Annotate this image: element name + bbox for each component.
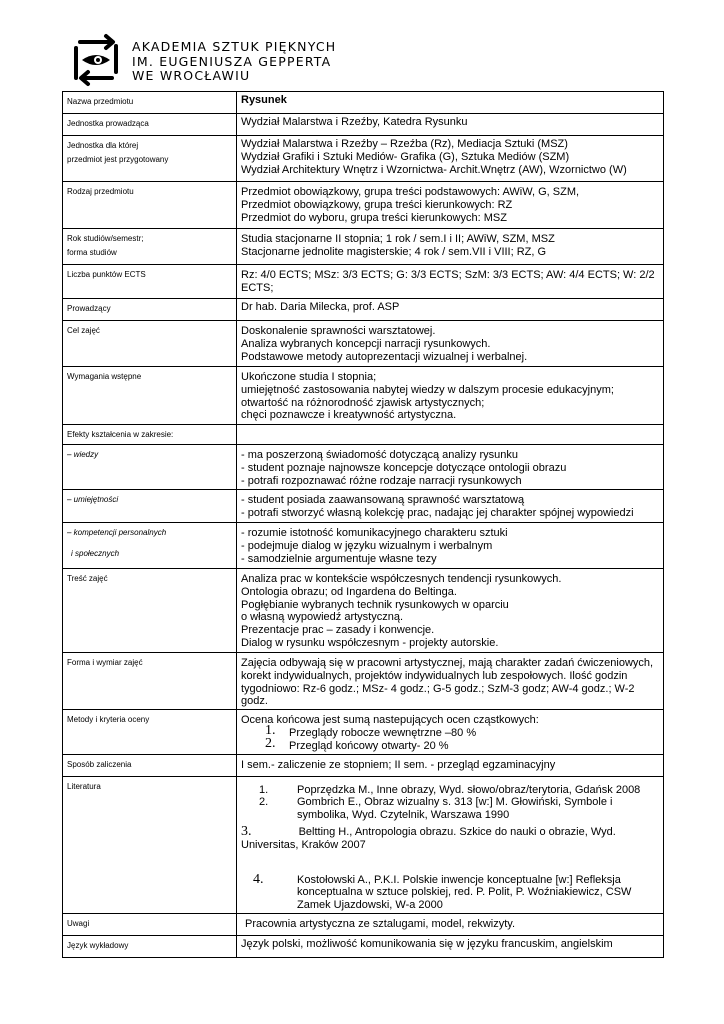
label-literatura: Literatura	[63, 776, 237, 913]
text-line: Przedmiot obowiązkowy, grupa treści podstawowych: AWiW, G, SZM,	[241, 186, 580, 198]
row-umiejetnosci	[63, 490, 664, 523]
value-ects	[237, 265, 664, 299]
text-line: otwartość na różnorodność zjawisk artystycznych;	[241, 396, 485, 409]
list-number: 2.	[259, 796, 269, 809]
text-line: Ukończone studia I stopnia;	[241, 371, 377, 383]
label-jezyk: Język wykładowy	[63, 935, 237, 957]
value-kompetencje	[237, 523, 664, 569]
row-kompetencje	[63, 523, 664, 569]
value-wiedzy	[237, 445, 664, 490]
label-line: – kompetencji personalnych	[67, 528, 167, 537]
list-number: 2.	[265, 735, 276, 751]
label-jednostka: Jednostka prowadząca	[63, 114, 237, 136]
row-sposob	[63, 754, 664, 776]
text-line: - podejmuje dialog w języku wizualnym i werbalnym	[241, 539, 493, 552]
text-line: Analiza prac w kontekście współczesnych tendencji rysunkowych.	[241, 573, 562, 585]
text-line: Dialog w rysunku współczesnym - projekty autorskie.	[241, 636, 499, 649]
text-line: chęci poznawcze i kreatywność artystyczna.	[241, 409, 457, 422]
grading-list	[241, 722, 659, 753]
row-jezyk	[63, 935, 664, 957]
text-block: Zajęcia odbywają się w pracowni artystycznej, mają charakter zadań ćwiczeniowych, korekt indywidualnych, projektów indywidualnych lub zespołowych. Ilość godzin tygodniowo: Rz-6 godz.; MSz- 4 godz.; G-5 godz.; SzM-3 godz; AW-4 godz.; W-2 godz.	[241, 657, 654, 708]
label-metody: Metody i kryteria oceny	[63, 710, 237, 754]
label-sposob: Sposób zaliczenia	[63, 754, 237, 776]
text-line: Doskonalenie sprawności warsztatowej.	[241, 325, 436, 337]
list-number: 4.	[253, 871, 264, 887]
row-metody	[63, 710, 664, 754]
text-line: - ma poszerzoną świadomość dotyczącą analizy rysunku	[241, 449, 518, 461]
label-ects: Liczba punktów ECTS	[63, 265, 237, 299]
text-line: Podstawowe metody autoprezentacji wizualnej i werbalnej.	[241, 350, 528, 363]
eye-arrows-logo-icon	[68, 32, 124, 88]
text-line: Prezentacje prac – zasady i konwencje.	[241, 624, 435, 637]
list-text: Gombrich E., Obraz wizualny s. 313 [w:] M. Głowiński, Symbole i symbolika, Wyd. Czytelnik, Warszawa 1990	[297, 796, 613, 822]
label-rodzaj: Rodzaj przedmiotu	[63, 182, 237, 229]
label-prowadzacy: Prowadzący	[63, 299, 237, 321]
value-nazwa: Rysunek	[237, 92, 664, 114]
row-rok	[63, 229, 664, 265]
row-ects	[63, 265, 664, 299]
label-cel: Cel zajęć	[63, 321, 237, 367]
label-wiedzy: – wiedzy	[63, 445, 237, 490]
label-kompetencje	[63, 523, 237, 569]
text-line: umiejętność zastosowania nabytej wiedzy w dalszym procesie edukacyjnym;	[241, 383, 614, 396]
list-item	[241, 722, 659, 740]
label-line: przedmiot jest przygotowany	[67, 155, 169, 164]
label-umiejetnosci: – umiejętności	[63, 490, 237, 523]
value-efekty-empty	[237, 425, 664, 445]
row-literatura	[63, 776, 664, 913]
value-umiejetnosci	[237, 490, 664, 523]
institution-name	[132, 40, 336, 84]
row-wymagania	[63, 367, 664, 425]
list-text: Beltting H., Antropologia obrazu. Szkice do nauki o obrazie, Wyd. Universitas, Kraków 2007	[241, 825, 616, 851]
label-dla-ktorej	[63, 136, 237, 182]
syllabus-table	[62, 91, 664, 958]
value-rodzaj	[237, 182, 664, 229]
label-wymagania: Wymagania wstępne	[63, 367, 237, 425]
text-line: Przedmiot obowiązkowy, grupa treści kierunkowych: RZ	[241, 198, 513, 211]
list-text: Przegląd końcowy otwarty- 20 %	[289, 739, 449, 752]
value-sposob: I sem.- zaliczenie ze stopniem; II sem. - przegląd egzaminacyjny	[237, 754, 664, 776]
label-forma: Forma i wymiar zajęć	[63, 653, 237, 710]
bibliography-item	[241, 784, 659, 797]
label-line: forma studiów	[67, 248, 117, 257]
bibliography-item	[241, 796, 659, 822]
label-rok	[63, 229, 237, 265]
label-efekty: Efekty kształcenia w zakresie:	[63, 425, 237, 445]
text-line: Ocena końcowa jest sumą nastepujących ocen cząstkowych:	[241, 714, 539, 727]
text-line: - student poznaje najnowsze koncepcje dotyczące ontologii obrazu	[241, 461, 567, 474]
text-block: Rz: 4/0 ECTS; MSz: 3/3 ECTS; G: 3/3 ECTS; SzM: 3/3 ECTS; AW: 4/4 ECTS; W: 2/2 ECTS;	[241, 269, 655, 294]
row-rodzaj	[63, 182, 664, 229]
value-rok	[237, 229, 664, 265]
institution-line: IM. EUGENIUSZA GEPPERTA	[132, 53, 332, 69]
row-uwagi	[63, 913, 664, 935]
list-text: Kostołowski A., P.K.I. Polskie inwencje konceptualne [w:] Refleksja konceptualna w sztuce polskiej, red. P. Polit, P. Woźniakiewicz, CSW Zamek Ujazdowski, W-a 2000	[297, 873, 632, 912]
bibliography-item	[241, 871, 659, 912]
text-line: Ontologia obrazu; od Ingardena do Beltinga.	[241, 585, 457, 598]
row-prowadzacy	[63, 299, 664, 321]
list-number: 1.	[259, 783, 269, 796]
row-forma	[63, 653, 664, 710]
value-jezyk: Język polski, możliwość komunikowania się w języku francuskim, angielskim	[237, 935, 664, 957]
value-wymagania	[237, 367, 664, 425]
header	[68, 32, 468, 90]
value-forma	[237, 653, 664, 710]
row-dla-ktorej	[63, 136, 664, 182]
text-line: Stacjonarne jednolite magisterskie; 4 rok / sem.VII i VIII; RZ, G	[241, 245, 547, 258]
label-nazwa: Nazwa przedmiotu	[63, 92, 237, 114]
text-line: Analiza wybranych koncepcji narracji rysunkowych.	[241, 337, 491, 350]
list-number: 3.	[241, 823, 252, 839]
value-cel	[237, 321, 664, 367]
text-line: Wydział Malarstwa i Rzeźby – Rzeźba (Rz), Mediacja Sztuki (MSZ)	[241, 138, 568, 150]
row-jednostka	[63, 114, 664, 136]
row-nazwa	[63, 92, 664, 114]
label-uwagi: Uwagi	[63, 913, 237, 935]
institution-line: AKADEMIA SZTUK PIĘKNYCH	[132, 39, 337, 54]
text-line: - rozumie istotność komunikacyjnego charakteru sztuki	[241, 527, 508, 539]
list-text: Przeglądy robocze wewnętrzne –80 %	[289, 726, 477, 739]
institution-line: WE WROCŁAWIU	[132, 68, 251, 83]
list-item	[241, 735, 659, 753]
value-tresc	[237, 569, 664, 653]
text-line: - potrafi stworzyć własną kolekcję prac, nadając jej charakter spójnej wypowiedzi	[241, 506, 634, 519]
list-number: 1.	[265, 722, 276, 738]
label-line: Rok studiów/semestr;	[67, 234, 144, 243]
text-line: Wydział Grafiki i Sztuki Mediów- Grafika (G), Sztuka Mediów (SZM)	[241, 150, 570, 163]
text-line: - potrafi rozpoznawać różne rodzaje narracji rysunkowych	[241, 474, 522, 487]
label-tresc: Treść zajęć	[63, 569, 237, 653]
value-literatura	[237, 776, 664, 913]
row-wiedzy	[63, 445, 664, 490]
value-jednostka: Wydział Malarstwa i Rzeźby, Katedra Rysunku	[237, 114, 664, 136]
row-tresc	[63, 569, 664, 653]
text-line: - samodzielnie argumentuje własne tezy	[241, 552, 437, 565]
text-line: Wydział Architektury Wnętrz i Wzornictwa- Archit.Wnętrz (AW), Wzornictwo (W)	[241, 163, 627, 176]
value-metody	[237, 710, 664, 754]
text-line: Pogłębianie wybranych technik rysunkowych w oparciu	[241, 598, 509, 611]
list-text: Poprzędzka M., Inne obrazy, Wyd. słowo/obraz/terytoria, Gdańsk 2008	[297, 783, 641, 796]
text-line: - student posiada zaawansowaną sprawność warsztatową	[241, 494, 525, 506]
bibliography-item	[241, 823, 659, 852]
row-cel	[63, 321, 664, 367]
text-line: Przedmiot do wyboru, grupa treści kierunkowych: MSZ	[241, 211, 507, 224]
text-line: Studia stacjonarne II stopnia; 1 rok / sem.I i II; AWiW, SZM, MSZ	[241, 233, 555, 245]
value-dla-ktorej	[237, 136, 664, 182]
label-line: i społecznych	[71, 549, 120, 558]
text-line: o własną wypowiedź artystyczną.	[241, 611, 404, 624]
row-efekty	[63, 425, 664, 445]
value-prowadzacy: Dr hab. Daria Milecka, prof. ASP	[237, 299, 664, 321]
label-line: Jednostka dla której	[67, 141, 139, 150]
value-uwagi: Pracownia artystyczna ze sztalugami, model, rekwizyty.	[237, 913, 664, 935]
